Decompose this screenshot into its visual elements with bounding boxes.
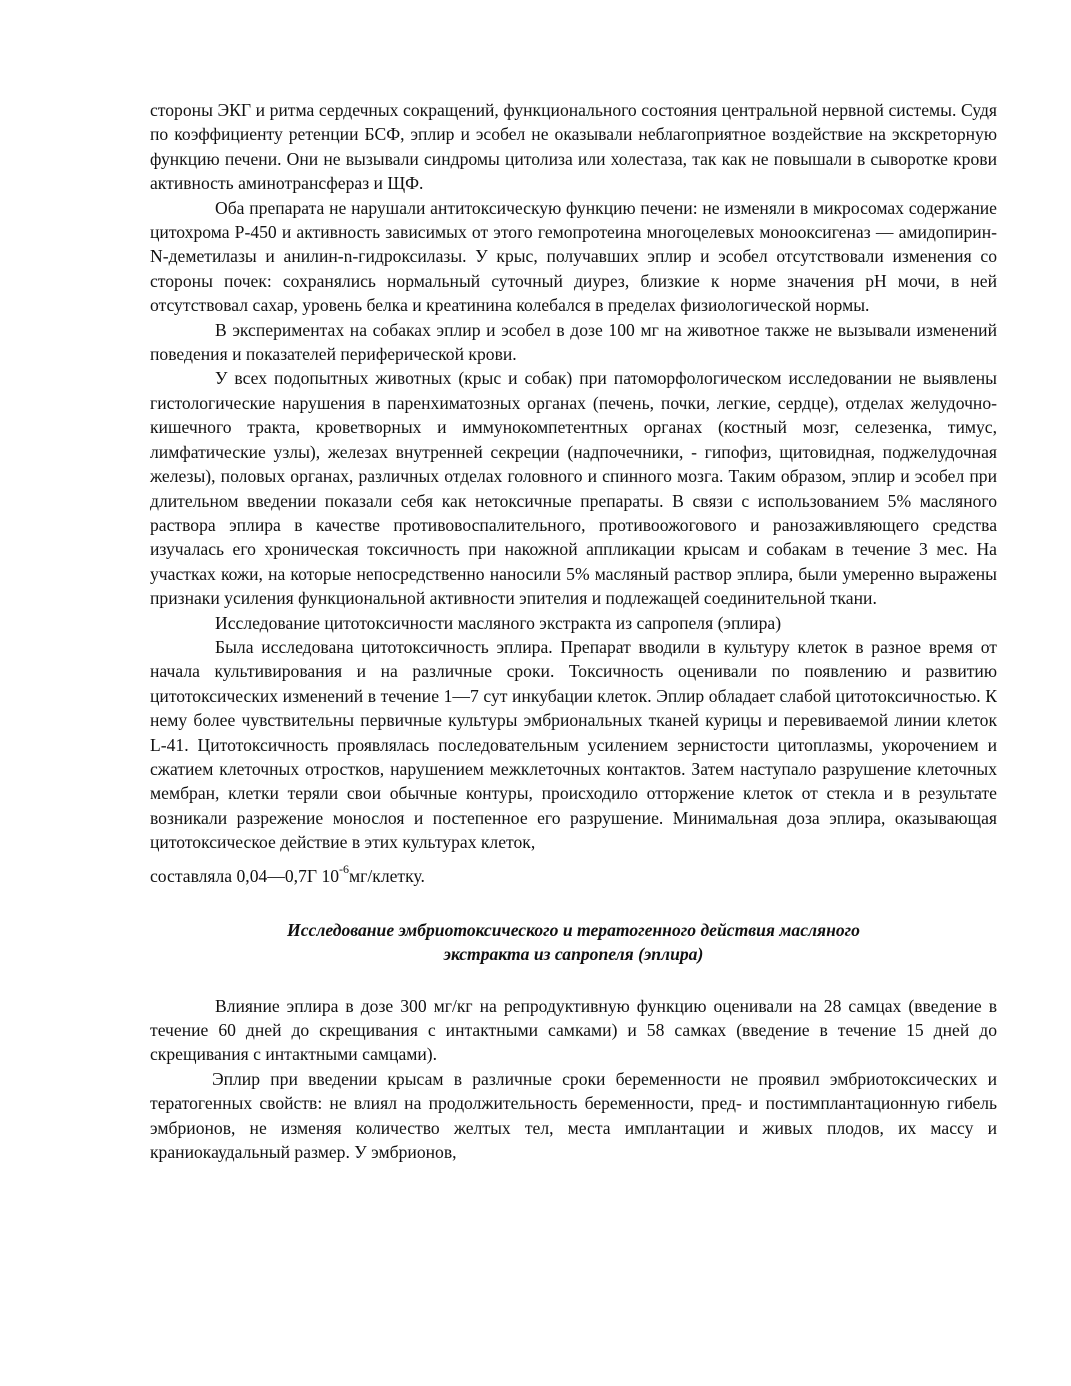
dose-line xyxy=(150,859,997,888)
section-heading xyxy=(150,918,997,967)
paragraph-7: Влияние эплира в дозе 300 мг/кг на репродуктивную функцию оценивали на 28 самцах (введение в течение 60 дней до скрещивания с интактными самками) и 58 самках (введение в течение 15 дней до скрещивания с интактными самцами). xyxy=(150,995,997,1065)
document-body xyxy=(150,98,997,1165)
dose-exponent: -6 xyxy=(339,861,350,876)
section-heading-line-1: Исследование эмбриотоксического и тератогенного действия масляного xyxy=(287,919,860,940)
paragraph-1: стороны ЭКГ и ритма сердечных сокращений, функционального состояния центральной нервной системы. Судя по коэффициенту ретенции БСФ, эплир и эсобел не оказывали неблагоприятное воздействие на экскреторную функцию печени. Они не вызывали синдромы цитолиза или холестаза, так как не повышали в сыворотке крови активность аминотрансфераз и ЩФ. xyxy=(150,100,997,194)
dose-prefix: составляла 0,04—0,7 xyxy=(150,865,307,886)
spacer xyxy=(150,967,997,994)
paragraph-8: Эплир при введении крысам в различные сроки беременности не проявил эмбриотоксических и тератогенных свойств: не влиял на продолжительность беременности, пред- и постимплантационную гибель эмбрионов, не изменяя количество желтых тел, места имплантации и живых плодов, их массу и краниокаудальный размер. У эмбрионов, xyxy=(150,1068,997,1163)
paragraph-4: У всех подопытных животных (крыс и собак) при патоморфологическом исследовании не выявлены гистологические нарушения в паренхиматозных органах (печень, почки, легкие, сердце), отделах желудочно-кишечного тракта, кроветворных и иммунокомпетентных органах (костный мозг, селезенка, тимус, лимфатические узлы), железах внутренней секреции (надпочечники, - гипофиз, щитовидная, поджелудочная железы), половых органах, различных отделах головного и спинного мозга. Таким образом, эплир и эсобел при длительном введении показали себя как нетоксичные препараты. В связи с использованием 5% масляного раствора эплира в качестве противовоспалительного, противоожогового и ранозаживляющего средства изучалась его хроническая токсичность при накожной аппликации крысам и собакам в течение 3 мес. На участках кожи, на которые непосредственно наносили 5% масляный раствор эплира, были умеренно выражены признаки усиления функциональной активности эпителия и подлежащей соединительной ткани. xyxy=(150,368,997,609)
dose-unit: мг/клетку. xyxy=(349,865,425,886)
dose-base: 10 xyxy=(317,865,340,886)
paragraph-6: Была исследована цитотоксичность эплира. Препарат вводили в культуру клеток в разное время от начала культивирования и на различные сроки. Токсичность оценивали по появлению и развитию цитотоксических изменений в течение 1—7 сут инкубации клеток. Эплир обладает слабой цитотоксичностью. К нему более чувствительны первичные культуры эмбриональных тканей курицы и перевиваемой линии клеток L-41. Цитотоксичность проявлялась последовательным усилением зернистости цитоплазмы, укорочением и сжатием клеточных отростков, нарушением межклеточных контактов. Затем наступало разрушение клеточных мембран, клетки теряли свои обычные контуры, происходило отторжение клеток от стекла и в результате возникали разрежение монослоя и постепенное его разрушение. Минимальная доза эплира, оказывающая цитотоксическое действие в этих культурах клеток, xyxy=(150,636,997,853)
paragraph-3: В экспериментах на собаках эплир и эсобел в дозе 100 мг на животное также не вызывали изменений поведения и показателей периферической крови. xyxy=(150,319,997,365)
dose-multiplier: Г xyxy=(306,865,318,886)
paragraph-5: Исследование цитотоксичности масляного экстракта из сапропеля (эплира) xyxy=(215,612,782,633)
paragraph-2: Оба препарата не нарушали антитоксическую функцию печени: не изменяли в микросомах содержание цитохрома Р-450 и активность зависимых от этого гемопротеина многоцелевых монооксигеназ — амидопирин-N-деметилазы и анилин-n-гидроксилазы. У крыс, получавших эплир и эсобел отсутствовали изменения со стороны почек: сохранялись нормальный суточный диурез, близкие к норме значения рН мочи, в ней отсутствовал сахар, уровень белка и креатинина колебался в пределах физиологической нормы. xyxy=(150,197,997,316)
section-heading-line-2: экстракта из сапропеля (эплира) xyxy=(443,944,704,965)
